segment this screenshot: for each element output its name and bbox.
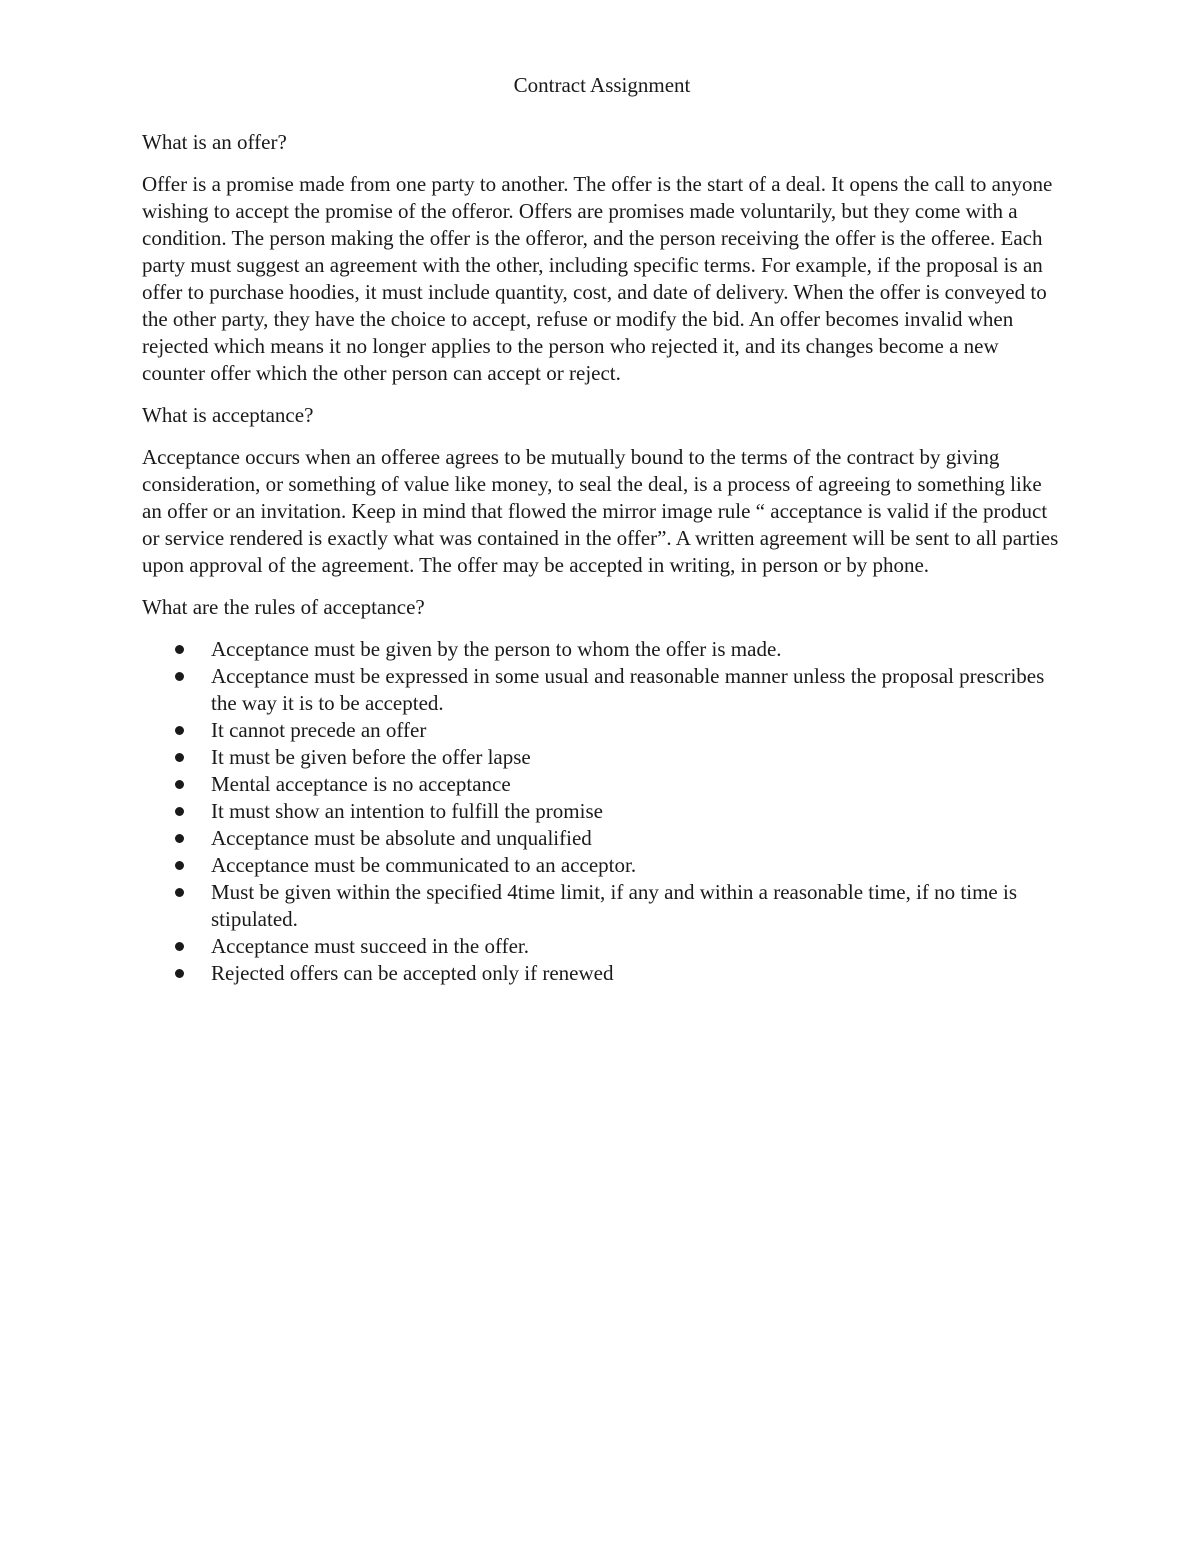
list-item <box>142 771 1062 798</box>
bullet-icon <box>175 861 184 870</box>
bullet-icon <box>175 726 184 735</box>
bullet-icon <box>175 969 184 978</box>
offer-answer: Offer is a promise made from one party to another. The offer is the start of a deal. It opens the call to anyone wishing to accept the promise of the offeror. Offers are promises made voluntarily, but they come with a condition. The person making the offer is the offeror, and the person receiving the offer is the offeree. Each party must suggest an agreement with the other, including specific terms. For example, if the proposal is an offer to purchase hoodies, it must include quantity, cost, and date of delivery. When the offer is conveyed to the other party, they have the choice to accept, refuse or modify the bid. An offer becomes invalid when rejected which means it no longer applies to the person who rejected it, and its changes become a new counter offer which the other person can accept or reject. <box>142 172 1053 385</box>
rules-list <box>142 636 1062 987</box>
list-item <box>142 879 1062 933</box>
bullet-icon <box>175 672 184 681</box>
offer-question: What is an offer? <box>142 130 287 154</box>
acceptance-question: What is acceptance? <box>142 403 314 427</box>
document-title: Contract Assignment <box>513 73 691 97</box>
list-item-text: Acceptance must be absolute and unqualified <box>211 826 592 850</box>
bullet-icon <box>175 942 184 951</box>
list-item-text: It must show an intention to fulfill the promise <box>211 799 603 823</box>
list-item-text: Acceptance must be given by the person to whom the offer is made. <box>211 637 782 661</box>
bullet-icon <box>175 834 184 843</box>
bullet-icon <box>175 807 184 816</box>
list-item <box>142 798 1062 825</box>
bullet-icon <box>175 645 184 654</box>
bullet-icon <box>175 888 184 897</box>
list-item-text: Must be given within the specified 4time limit, if any and within a reasonable time, if no time is stipulated. <box>211 880 1017 931</box>
bullet-icon <box>175 753 184 762</box>
list-item <box>142 663 1062 717</box>
acceptance-answer: Acceptance occurs when an offeree agrees to be mutually bound to the terms of the contract by giving consideration, or something of value like money, to seal the deal, is a process of agreeing to something like an offer or an invitation. Keep in mind that flowed the mirror image rule “ acceptance is valid if the product or service rendered is exactly what was contained in the offer”. A written agreement will be sent to all parties upon approval of the agreement. The offer may be accepted in writing, in person or by phone. <box>142 445 1059 577</box>
list-item-text: Acceptance must be communicated to an acceptor. <box>211 853 637 877</box>
list-item <box>142 744 1062 771</box>
document-body <box>142 72 1062 987</box>
list-item <box>142 933 1062 960</box>
list-item <box>142 852 1062 879</box>
list-item-text: Rejected offers can be accepted only if renewed <box>211 961 614 985</box>
list-item-text: It cannot precede an offer <box>211 718 427 742</box>
list-item <box>142 825 1062 852</box>
list-item <box>142 636 1062 663</box>
list-item-text: Acceptance must succeed in the offer. <box>211 934 529 958</box>
list-item-text: Acceptance must be expressed in some usual and reasonable manner unless the proposal prescribes the way it is to be accepted. <box>211 664 1045 715</box>
list-item <box>142 960 1062 987</box>
list-item <box>142 717 1062 744</box>
list-item-text: It must be given before the offer lapse <box>211 745 531 769</box>
bullet-icon <box>175 780 184 789</box>
rules-question: What are the rules of acceptance? <box>142 595 425 619</box>
list-item-text: Mental acceptance is no acceptance <box>211 772 511 796</box>
